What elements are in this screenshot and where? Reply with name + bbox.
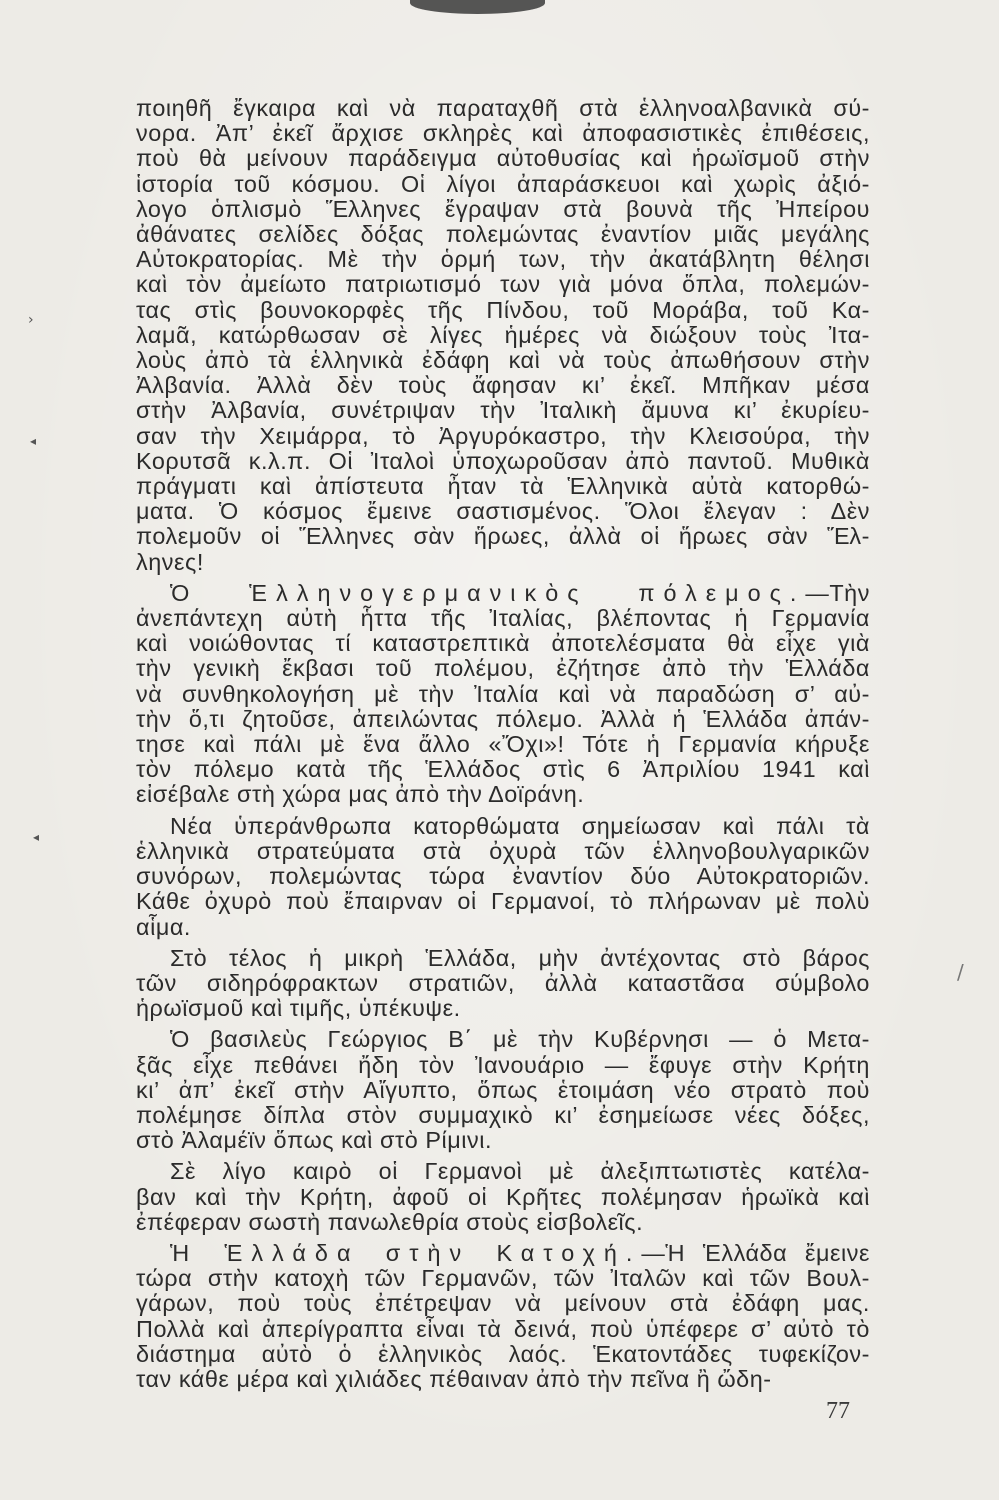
p7-line: Πολλὰ καὶ ἀπερίγραπτα εἶναι τὰ δεινά, ποὺ ὑπέφερε σ’ αὐτὸ τὸ <box>136 1315 870 1342</box>
paragraph-5 <box>136 1027 870 1153</box>
p4-line: ἡρωϊσμοῦ καὶ τιμῆς, ὑπέκυψε. <box>136 995 461 1022</box>
p2-line: εἰσέβαλε στὴ χώρα μας ἀπὸ τὴν Δοϊράνη. <box>136 781 585 808</box>
p1-line: ποιηθῆ ἔγκαιρα καὶ νὰ παραταχθῆ στὰ ἑλληνοαλβανικὰ σύ- <box>136 95 870 121</box>
paragraph-2-first-line <box>136 581 870 606</box>
p1-line: Κορυτσᾶ κ.λ.π. Οἱ Ἰταλοὶ ὑποχωροῦσαν ἀπὸ παντοῦ. Μυθικὰ <box>136 447 870 474</box>
p5-line: πολέμησε δίπλα στὸν συμμαχικὸ κι’ ἐσημείωσε νέες δόξες, <box>136 1101 870 1128</box>
body-text <box>136 96 870 1398</box>
section-heading-greek-german-war: Ὁ Ἑλληνογερμανικὸς πόλεμος. <box>170 579 806 606</box>
p4-line: Στὸ τέλος ἡ μικρὴ Ἑλλάδα, μὴν ἀντέχοντας στὸ βάρος <box>170 944 870 971</box>
p1-line: ματα. Ὁ κόσμος ἔμεινε σαστισμένος. Ὅλοι ἔλεγαν : Δὲν <box>136 498 870 525</box>
p7-line: γάρων, ποὺ τοὺς ἐπέτρεψαν νὰ μείνουν στὰ ἐδάφη μας. <box>136 1290 870 1317</box>
paragraph-7-first-line <box>136 1241 870 1266</box>
p3-line: Κάθε ὀχυρὸ ποὺ ἔπαιρναν οἱ Γερμανοί, τὸ πλήρωναν μὲ πολὺ <box>136 888 870 915</box>
p1-line: ποὺ θὰ μείνουν παράδειγμα αὐτοθυσίας καὶ ἡρωϊσμοῦ στὴν <box>136 145 870 172</box>
p1-line: λαμᾶ, κατώρθωσαν σὲ λίγες ἡμέρες νὰ διώξουν τοὺς Ἰτα- <box>136 321 870 348</box>
p2-line: τησε καὶ πάλι μὲ ἕνα ἄλλο «Ὄχι»! Τότε ἡ Γερμανία κήρυξε <box>136 731 870 758</box>
p2-line: τὴν γενικὴ ἔκβασι τοῦ πολέμου, ἐζήτησε ἀπὸ τὴν Ἑλλάδα <box>136 655 870 682</box>
p3-line: ἑλληνικὰ στρατεύματα στὰ ὀχυρὰ τῶν ἑλληνοβουλγαρικῶν <box>136 837 870 864</box>
p1-line: Αὐτοκρατορίας. Μὲ τὴν ὁρμή των, τὴν ἀκατάβλητη θέλησι <box>136 246 870 273</box>
p2-line: τὴν ὅ,τι ζητοῦσε, ἀπειλώντας πόλεμο. Ἀλλὰ ἡ Ἑλλάδα ἀπάν- <box>136 705 870 732</box>
paragraph-4 <box>136 946 870 1022</box>
p7-line: διάστημα αὐτὸ ὁ ἑλληνικὸς λαός. Ἑκατοντάδες τυφεκίζον- <box>136 1340 870 1367</box>
p1-line: λοὺς ἀπὸ τὰ ἑλληνικὰ ἐδάφη καὶ νὰ τοὺς ἀπωθήσουν στὴν <box>136 347 870 374</box>
p7-line: τώρα στὴν κατοχὴ τῶν Γερμανῶν, τῶν Ἰταλῶν καὶ τῶν Βουλ- <box>136 1265 870 1292</box>
p4-line: τῶν σιδηρόφρακτων στρατιῶν, ἀλλὰ καταστᾶσα σύμβολο <box>136 969 870 996</box>
p1-line: τας στὶς βουνοκορφὲς τῆς Πίνδου, τοῦ Μοράβα, τοῦ Κα- <box>136 296 870 323</box>
p5-line: Ὁ βασιλεὺς Γεώργιος Β΄ μὲ τὴν Κυβέρνησι — ὁ Μετα- <box>170 1026 870 1053</box>
p1-line: πράγματι καὶ ἀπίστευτα ἦταν τὰ Ἑλληνικὰ αὐτὰ κατορθώ- <box>136 473 870 500</box>
paragraph-2-line: —Τὴν <box>805 579 870 606</box>
top-ink-stain <box>410 0 545 14</box>
margin-mark-stroke: / <box>957 960 964 984</box>
p1-line: νορα. Ἀπ’ ἐκεῖ ἄρχισε σκληρὲς καὶ ἀποφασιστικὲς ἐπιθέσεις, <box>136 120 870 147</box>
paragraph-7-line: —Ἡ Ἑλλάδα ἔμεινε <box>641 1239 870 1266</box>
p2-line: καὶ νοιώθοντας τί καταστρεπτικὰ ἀποτελέσματα θὰ εἶχε γιὰ <box>136 630 870 657</box>
p3-line: αἷμα. <box>136 913 191 940</box>
p1-line: Ἀλβανία. Ἀλλὰ δὲν τοὺς ἄφησαν κι’ ἐκεῖ. Μπῆκαν μέσα <box>136 372 870 399</box>
p5-line: ξᾶς εἶχε πεθάνει ἤδη τὸν Ἰανουάριο — ἔφυγε στὴν Κρήτη <box>136 1051 870 1078</box>
page-number: 77 <box>826 1398 850 1424</box>
p7-line: ταν κάθε μέρα καὶ χιλιάδες πέθαιναν ἀπὸ τὴν πεῖνα ἢ ὤδη- <box>136 1365 772 1392</box>
section-heading-occupation: Ἡ Ἑλλάδα στὴν Κατοχή. <box>170 1239 642 1266</box>
p3-line: Νέα ὑπεράνθρωπα κατορθώματα σημείωσαν καὶ πάλι τὰ <box>170 812 870 839</box>
paragraph-1 <box>136 96 870 575</box>
paragraph-2 <box>136 581 870 808</box>
p1-line: πολεμοῦν οἱ Ἕλληνες σὰν ἥρωες, ἀλλὰ οἱ ἥρωες σὰν Ἕλ- <box>136 523 870 550</box>
p1-line: ἱστορία τοῦ κόσμου. Οἱ λίγοι ἀπαράσκευοι καὶ χωρὶς ἀξιό- <box>136 170 870 197</box>
p5-line: κι’ ἀπ’ ἐκεῖ στὴν Αἴγυπτο, ὅπως ἑτοιμάση νέο στρατὸ ποὺ <box>136 1076 870 1103</box>
p1-line: λογο ὁπλισμὸ Ἕλληνες ἔγραψαν στὰ βουνὰ τῆς Ἠπείρου <box>136 195 870 222</box>
p1-line: στὴν Ἀλβανία, συνέτριψαν τὴν Ἰταλικὴ ἄμυνα κι’ ἐκυρίευ- <box>136 397 870 424</box>
p2-line: ἀνεπάντεχη αὐτὴ ἧττα τῆς Ἰταλίας, βλέποντας ἡ Γερμανία <box>136 605 870 632</box>
p6-line: Σὲ λίγο καιρὸ οἱ Γερμανοὶ μὲ ἀλεξιπτωτιστὲς κατέλα- <box>170 1158 870 1185</box>
p5-line: στὸ Ἀλαμέϊν ὅπως καὶ στὸ Ρίμινι. <box>136 1127 493 1154</box>
p1-line: καὶ τὸν ἀμείωτο πατριωτισμό των γιὰ μόνα ὅπλα, πολεμών- <box>136 271 870 298</box>
p6-line: βαν καὶ τὴν Κρήτη, ἀφοῦ οἱ Κρῆτες πολέμησαν ἡρωϊκὰ καὶ <box>136 1183 870 1210</box>
p3-line: συνόρων, πολεμώντας τώρα ἐναντίον δύο Αὐτοκρατοριῶν. <box>136 863 870 890</box>
p1-line: ἀθάνατες σελίδες δόξας πολεμώντας ἐναντίον μιᾶς μεγάλης <box>136 221 870 248</box>
p2-line: τὸν πόλεμο κατὰ τῆς Ἑλλάδος στὶς 6 Ἀπριλίου 1941 καὶ <box>136 756 870 783</box>
margin-mark-arrow: › <box>28 312 34 328</box>
margin-mark-dot: ◂ <box>33 830 40 844</box>
p1-line: σαν τὴν Χειμάρρα, τὸ Ἀργυρόκαστρο, τὴν Κλεισούρα, τὴν <box>136 422 870 449</box>
p1-line: ληνες! <box>136 548 204 575</box>
paragraph-7 <box>136 1241 870 1392</box>
paragraph-6 <box>136 1159 870 1235</box>
p2-line: νὰ συνθηκολογήση μὲ τὴν Ἰταλία καὶ νὰ παραδώση σ’ αὐ- <box>136 680 870 707</box>
paragraph-3 <box>136 814 870 940</box>
p6-line: ἐπέφεραν σωστὴ πανωλεθρία στοὺς εἰσβολεῖς. <box>136 1208 644 1235</box>
margin-mark-dot: ◂ <box>30 434 37 448</box>
